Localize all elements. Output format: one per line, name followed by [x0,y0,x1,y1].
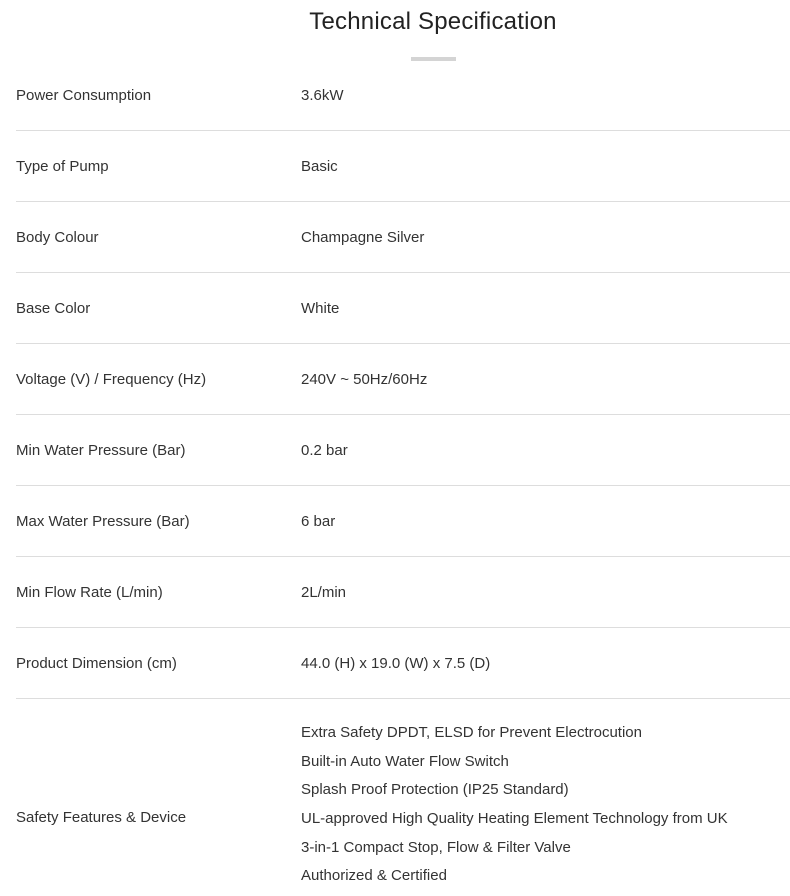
spec-label: Body Colour [16,229,99,246]
spec-value: 0.2 bar [301,442,348,459]
safety-feature-item: UL-approved High Quality Heating Element Technology from UK [301,810,728,828]
spec-label: Max Water Pressure (Bar) [16,513,190,530]
spec-row-product-dimension [16,628,790,699]
spec-value: 240V ~ 50Hz/60Hz [301,371,428,388]
safety-feature-item: Built-in Auto Water Flow Switch [301,752,509,770]
spec-row-safety-features [16,699,790,889]
spec-table [16,60,790,889]
spec-row-type-of-pump [16,131,790,202]
spec-value: Champagne Silver [301,229,425,246]
safety-feature-item: Extra Safety DPDT, ELSD for Prevent Electrocution [301,724,642,741]
page-title: Technical Specification [309,8,557,35]
spec-value: 2L/min [301,584,347,601]
spec-row-base-color [16,273,790,344]
spec-label: Product Dimension (cm) [16,655,177,672]
spec-label: Power Consumption [16,87,152,104]
safety-feature-item: Splash Proof Protection (IP25 Standard) [301,781,569,799]
spec-row-power-consumption [16,60,790,131]
spec-label: Type of Pump [16,158,109,175]
spec-label: Safety Features & Device [16,809,187,826]
spec-value: Basic [301,158,338,175]
safety-feature-item: Authorized & Certified [301,867,447,885]
spec-row-max-water-pressure [16,486,790,557]
spec-value: 44.0 (H) x 19.0 (W) x 7.5 (D) [301,655,491,672]
spec-row-voltage-frequency [16,344,790,415]
spec-row-min-water-pressure [16,415,790,486]
spec-label: Min Flow Rate (L/min) [16,584,163,601]
spec-row-min-flow-rate [16,557,790,628]
spec-label: Voltage (V) / Frequency (Hz) [16,371,207,388]
spec-label: Min Water Pressure (Bar) [16,442,186,459]
spec-row-body-colour [16,202,790,273]
spec-value: 3.6kW [301,87,344,104]
spec-value: 6 bar [301,513,336,530]
spec-value: White [301,300,340,317]
spec-label: Base Color [16,300,91,317]
safety-feature-item: 3-in-1 Compact Stop, Flow & Filter Valve [301,838,571,856]
safety-feature-list [301,724,728,896]
